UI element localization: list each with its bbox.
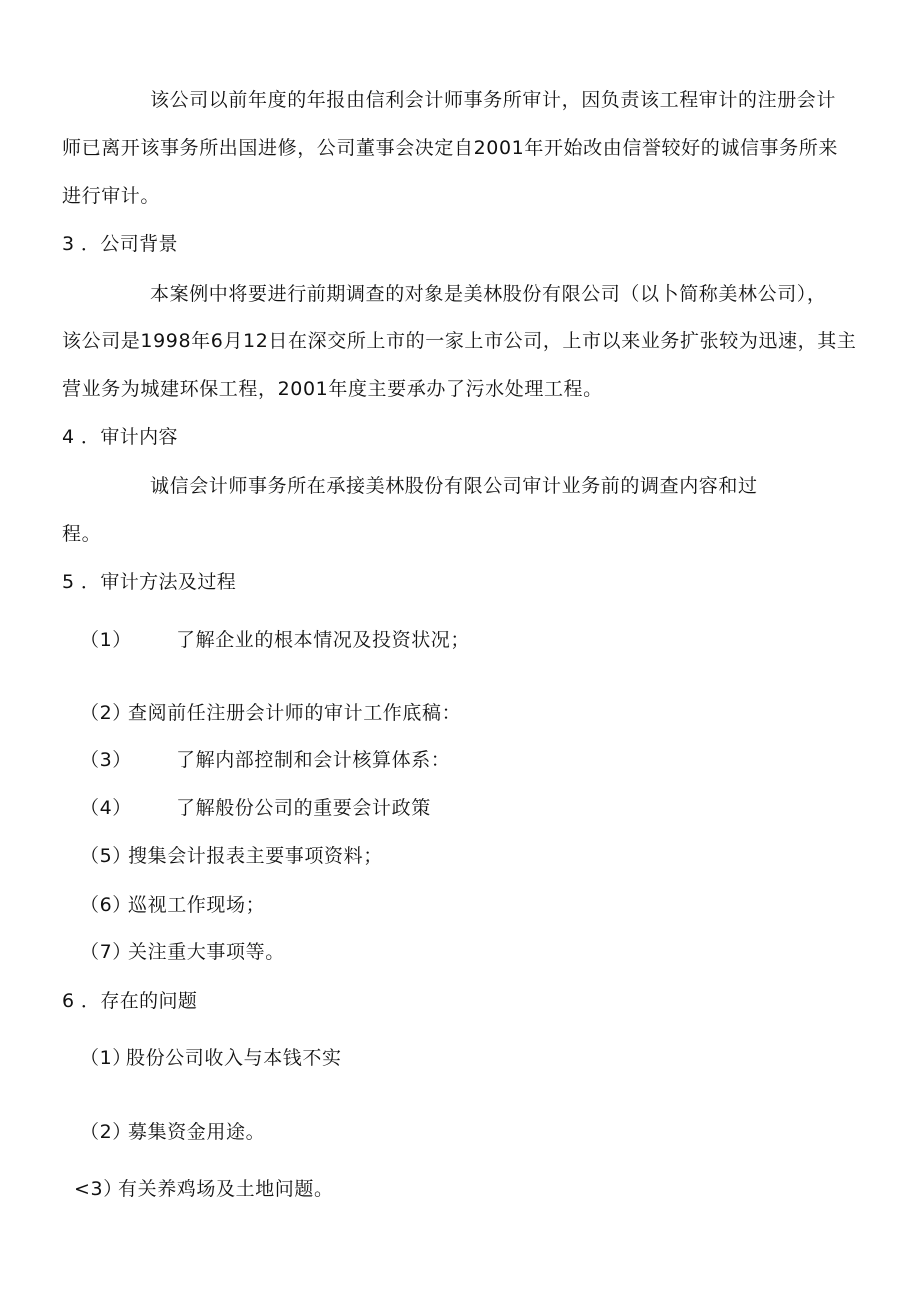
list-item-number: （2） bbox=[80, 1121, 132, 1143]
list-item-number: （1） bbox=[80, 629, 132, 651]
list-item-number: （1） bbox=[80, 1047, 132, 1069]
list-item-text: 关注重大事项等。 bbox=[128, 941, 285, 963]
section-3-line-1: 本案例中将要进行前期调查的对象是美林股份有限公司（以卜简称美林公司）， bbox=[150, 283, 827, 305]
list-item-number: （2） bbox=[80, 702, 132, 724]
list-item-text: 了解内部控制和会计核算体系： bbox=[176, 749, 451, 771]
section-3-heading: 3 ．公司背景 bbox=[62, 233, 178, 255]
list-item-number: （4） bbox=[80, 797, 132, 819]
section-4-line-1: 诚信会计师事务所在承接美林股份有限公司审计业务前的调查内容和过 bbox=[150, 475, 758, 497]
list-item-text: 有关养鸡场及土地问题。 bbox=[118, 1178, 334, 1200]
section-4-heading: 4 ．审计内容 bbox=[62, 426, 178, 448]
list-item-number: （6） bbox=[80, 894, 132, 916]
list-item-text: 搜集会计报表主要事项资料； bbox=[128, 845, 383, 867]
section-3-line-3: 营业务为城建环保工程，2001年度主要承办了污水处理工程。 bbox=[62, 378, 603, 400]
section-5-heading: 5 ．审计方法及过程 bbox=[62, 571, 237, 593]
list-item-number: （7） bbox=[80, 941, 132, 963]
list-item-number: <3） bbox=[74, 1178, 123, 1200]
list-item-text: 查阅前任注册会计师的审计工作底稿： bbox=[128, 702, 462, 724]
list-item-text: 了解企业的根本情况及投资状况； bbox=[176, 629, 471, 651]
section-6-heading: 6 ．存在的问题 bbox=[62, 990, 198, 1012]
list-item-text: 募集资金用途。 bbox=[128, 1121, 266, 1143]
list-item-text: 了解般份公司的重要会计政策 bbox=[176, 797, 431, 819]
section-3-line-2: 该公司是1998年6月12日在深交所上市的一家上市公司，上市以来业务扩张较为迅速，其主 bbox=[62, 330, 857, 352]
intro-line-2: 师已离开该事务所出国进修，公司董事会决定自2001年开始改由信誉较好的诚信事务所来 bbox=[62, 137, 838, 159]
list-item-number: （3） bbox=[80, 749, 132, 771]
section-4-line-2: 程。 bbox=[62, 523, 102, 545]
intro-line-3: 进行审计。 bbox=[62, 185, 161, 207]
list-item-text: 巡视工作现场； bbox=[128, 894, 266, 916]
list-item-text: 股份公司收入与本钱不实 bbox=[126, 1047, 342, 1069]
intro-line-1: 该公司以前年度的年报由信利会计师事务所审计，因负责该工程审计的注册会计 bbox=[150, 89, 837, 111]
list-item-number: （5） bbox=[80, 845, 132, 867]
